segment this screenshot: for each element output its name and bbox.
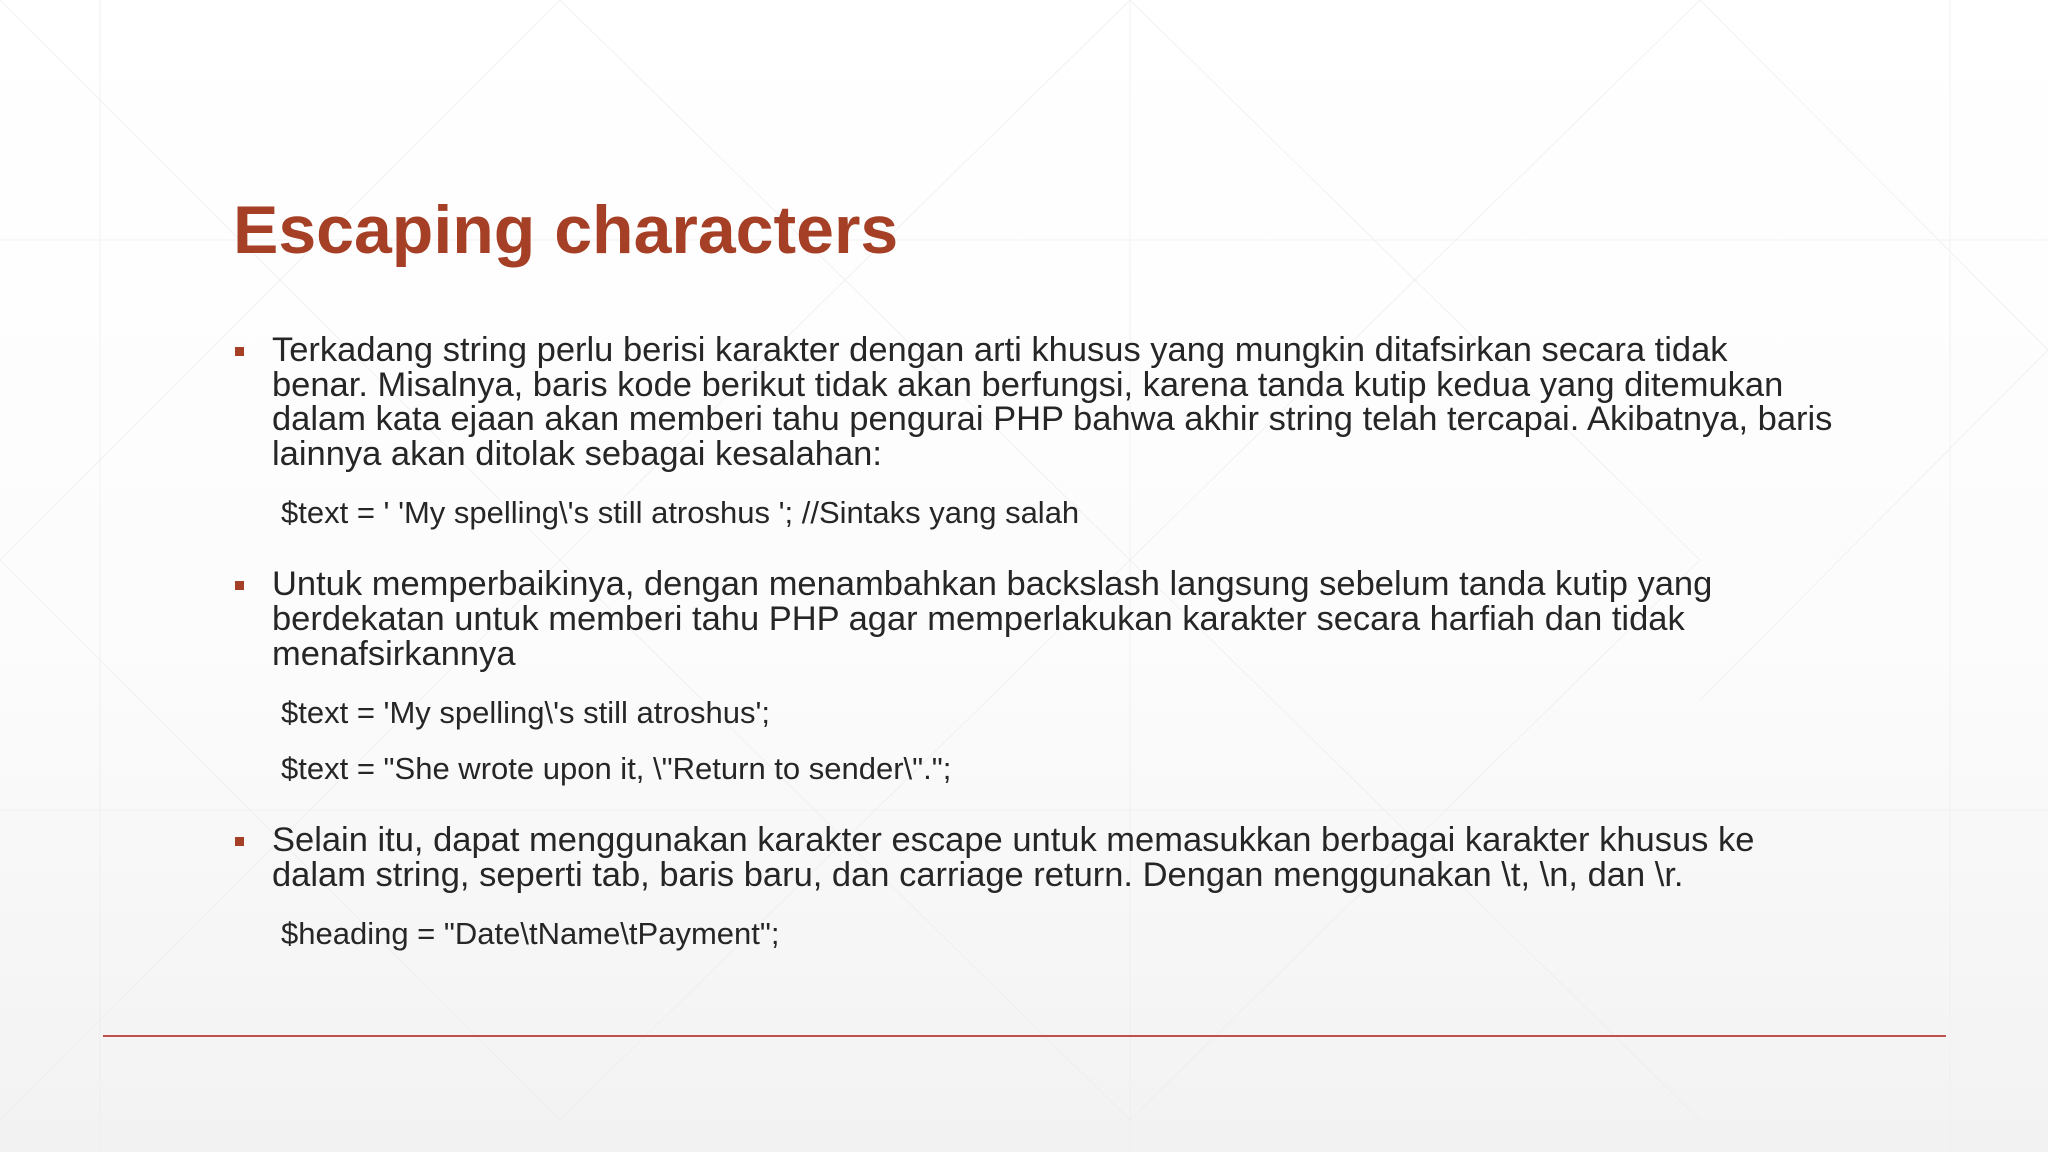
square-bullet-icon <box>235 837 244 846</box>
code-example: $text = "She wrote upon it, \"Return to sender\"."; <box>281 751 952 787</box>
bullet-item <box>233 567 1833 671</box>
square-bullet-icon <box>235 581 244 590</box>
bullet-text: Terkadang string perlu berisi karakter dengan arti khusus yang mungkin ditafsirkan secara tidak benar. Misalnya, baris kode berikut tidak akan berfungsi, karena tanda kutip kedua yang ditemukan dalam kata ejaan akan memberi tahu pengurai PHP bahwa akhir string telah tercapai. Akibatnya, baris lainnya akan ditolak sebagai kesalahan: <box>272 331 1833 473</box>
code-example: $heading = "Date\tName\tPayment"; <box>281 916 780 952</box>
slide-title: Escaping characters <box>233 192 899 268</box>
slide-content <box>233 333 1833 952</box>
code-example: $text = 'My spelling\'s still atroshus'; <box>281 695 770 731</box>
bullet-item <box>233 333 1833 471</box>
square-bullet-icon <box>235 347 244 356</box>
code-example: $text = ' 'My spelling\'s still atroshus '; //Sintaks yang salah <box>281 495 1080 531</box>
bullet-item <box>233 823 1833 892</box>
bullet-text: Untuk memperbaikinya, dengan menambahkan backslash langsung sebelum tanda kutip yang berdekatan untuk memberi tahu PHP agar memperlakukan karakter secara harfiah dan tidak menafsirkannya <box>272 565 1713 673</box>
bullet-text: Selain itu, dapat menggunakan karakter escape untuk memasukkan berbagai karakter khusus ke dalam string, seperti tab, baris baru, dan carriage return. Dengan menggunakan \t, \n, dan \r. <box>272 821 1755 894</box>
footer-divider <box>103 1035 1946 1037</box>
